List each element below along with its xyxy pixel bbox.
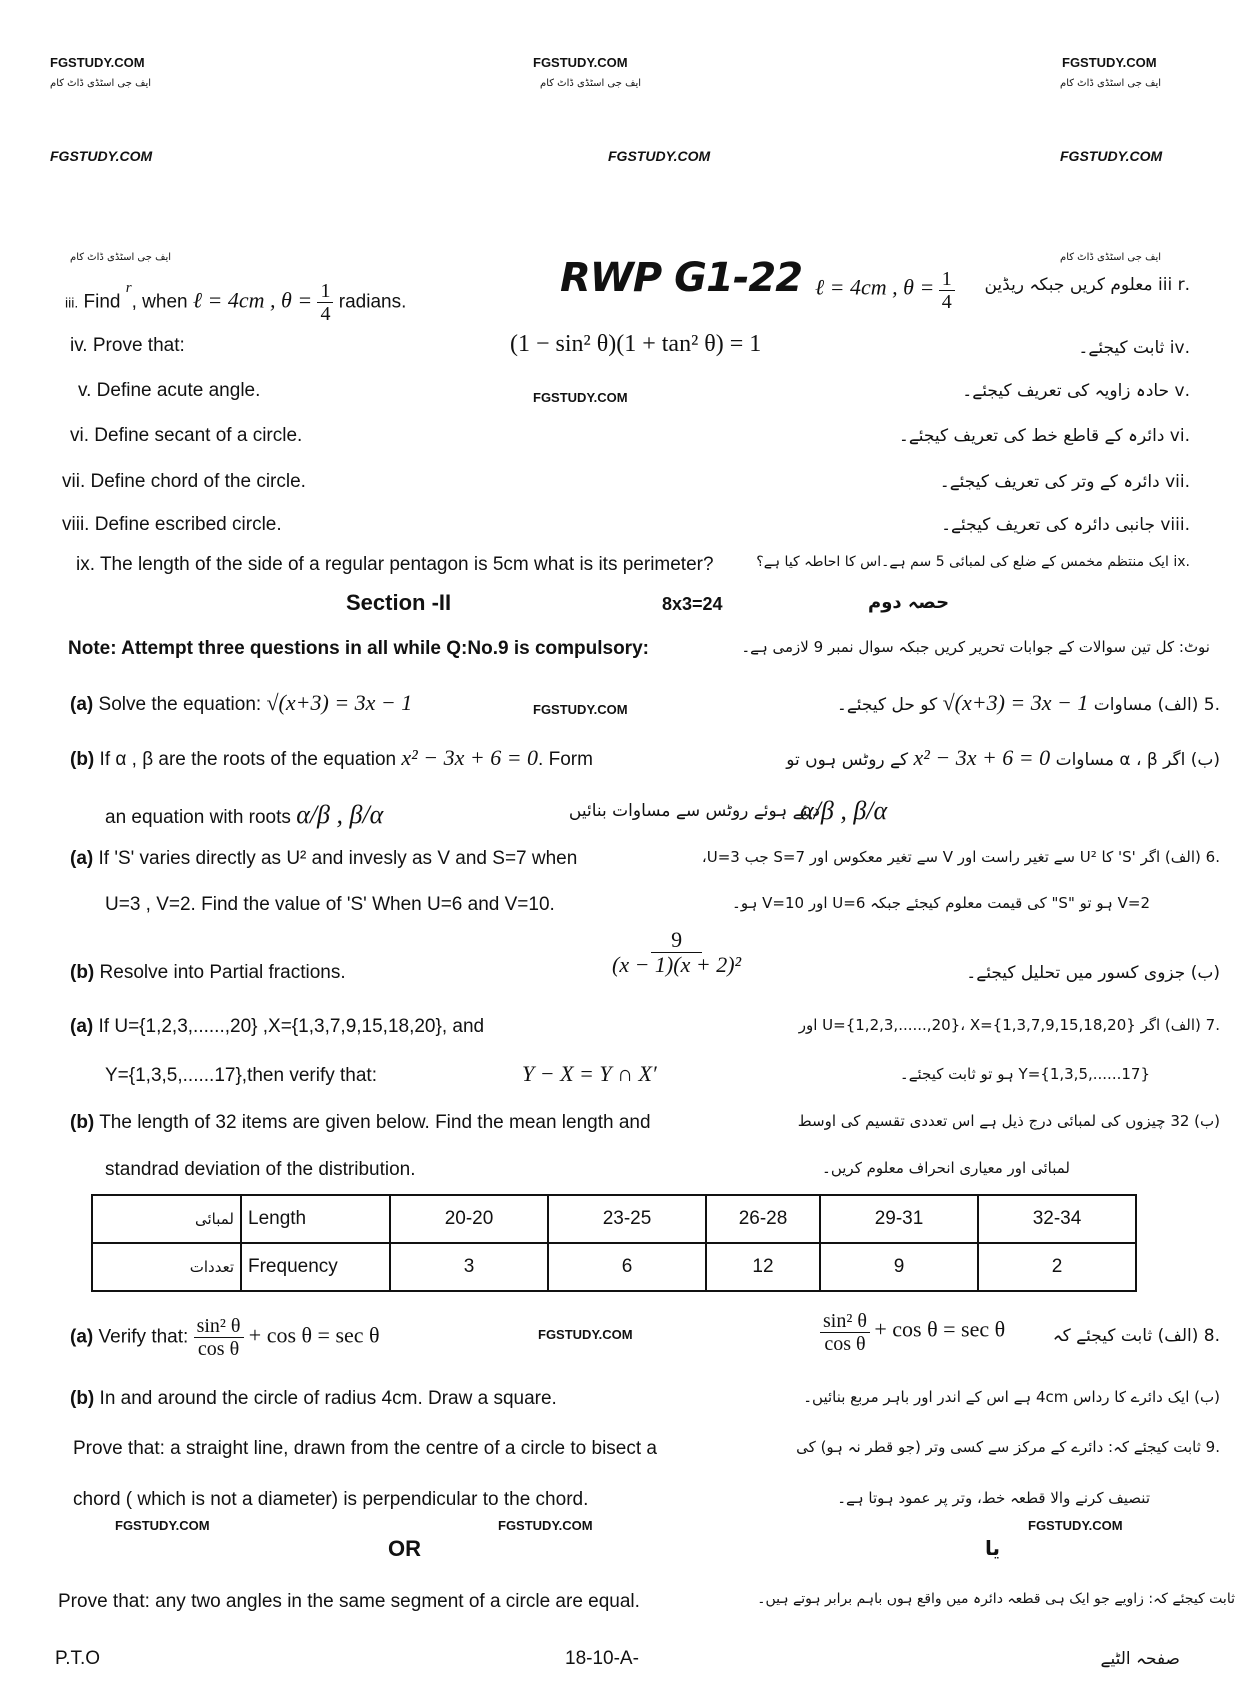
- question-8a-urdu: [1053, 1325, 1220, 1346]
- math-expression: (1 − sin² θ)(1 + tan² θ) = 1: [510, 331, 762, 357]
- question-text: . Form: [538, 749, 593, 770]
- question-text: Define acute angle.: [96, 380, 261, 401]
- question-6a-cont: U=3 , V=2. Find the value of 'S' When U=6 and V=10.: [105, 894, 555, 915]
- watermark-left: FGSTUDY.COM: [50, 55, 145, 70]
- handwritten-paper-code: RWP G1-22: [560, 255, 803, 301]
- question-text-urdu: (الف) ثابت کیجئے کہ: [1052, 1326, 1199, 1346]
- or-label-urdu: یا: [985, 1536, 1001, 1560]
- question-number: .7: [1205, 1016, 1220, 1034]
- watermark-urdu-right: ایف جی اسٹڈی ڈاٹ کام: [1060, 78, 1162, 89]
- fraction: [194, 1315, 244, 1360]
- question-number: .viii: [1160, 515, 1190, 535]
- question-text: Prove that:: [92, 335, 185, 356]
- math-expression: x² − 3x + 6 = 0: [913, 745, 1051, 770]
- question-9-alternative-urdu: ثابت کیجئے کہ: زاویے جو ایک ہی قطعہ دائرہ میں واقع ہوں باہم برابر ہوتے ہیں۔: [757, 1591, 1235, 1607]
- question-7b-urdu: (ب) 32 چیزوں کی لمبائی درج ذیل ہے اس تعددی تقسیم کی اوسط: [797, 1112, 1220, 1130]
- question-8a: [70, 1315, 380, 1360]
- question-5b-urdu-cont: دیئے ہوئے روٹس سے مساوات بنائیں: [568, 801, 820, 821]
- question-5a: [70, 690, 412, 716]
- denominator: 4: [320, 303, 331, 325]
- watermark: FGSTUDY.COM: [498, 1518, 593, 1533]
- page-turn-over-urdu: صفحہ الٹیے: [1100, 1649, 1180, 1669]
- math-expression: √(x+3) = 3x − 1: [942, 690, 1089, 715]
- question-label: (a): [70, 1016, 94, 1037]
- question-text: Define secant of a circle.: [94, 425, 303, 446]
- question-number: .8: [1203, 1326, 1220, 1346]
- question-7a: [70, 1016, 484, 1038]
- question-8b-urdu: (ب) ایک دائرے کا رداس 4cm ہے اس کے اندر اور باہر مربع بنائیں۔: [803, 1388, 1220, 1406]
- math-expression: + cos θ = sec θ: [874, 1316, 1006, 1342]
- question-7b-urdu-cont: لمبائی اور معیاری انحراف معلوم کریں۔: [822, 1159, 1070, 1177]
- question-7a-urdu-cont: Y={1,3,5,......17} ہو تو ثابت کیجئے۔: [899, 1065, 1150, 1083]
- question-text: If α , β are the roots of the equation: [99, 749, 397, 770]
- watermark: FGSTUDY.COM: [115, 1518, 210, 1533]
- question-vi: [70, 425, 302, 447]
- question-5a-urdu: [837, 690, 1220, 716]
- watermark-urdu: ایف جی اسٹڈی ڈاٹ کام: [70, 252, 172, 263]
- question-vii-urdu: [940, 471, 1190, 492]
- question-number: .iv: [1169, 338, 1190, 358]
- watermark-italic-left: FGSTUDY.COM: [50, 148, 153, 164]
- question-text: radians.: [338, 291, 407, 313]
- row-label-urdu: تعددات: [92, 1243, 241, 1291]
- table-cell: 3: [390, 1243, 548, 1291]
- question-7b: [70, 1112, 651, 1134]
- frequency-table: [91, 1194, 1137, 1292]
- table-cell: 23-25: [548, 1195, 706, 1243]
- question-5b-urdu: [786, 745, 1220, 771]
- table-cell: 20-20: [390, 1195, 548, 1243]
- question-9: Prove that: a straight line, drawn from the centre of a circle to bisect a: [73, 1438, 657, 1459]
- numerator: 1: [317, 280, 333, 303]
- question-7a-cont: Y={1,3,5,......17},then verify that:: [105, 1065, 377, 1086]
- question-7a-urdu: [799, 1016, 1220, 1034]
- table-cell: 29-31: [820, 1195, 978, 1243]
- table-cell: 12: [706, 1243, 820, 1291]
- question-iii-urdu: [984, 274, 1190, 295]
- partial-fraction: [612, 928, 741, 977]
- math-expression: ℓ = 4cm , θ =: [815, 274, 935, 300]
- question-6a-urdu: [702, 848, 1220, 866]
- question-text-urdu: کو حل کیجئے۔: [836, 695, 938, 715]
- or-label: OR: [388, 1536, 421, 1561]
- question-text: Resolve into Partial fractions.: [99, 962, 346, 983]
- denominator: cos θ: [824, 1333, 866, 1355]
- math-variable: r: [125, 280, 132, 296]
- table-row: [92, 1195, 1136, 1243]
- watermark-right: FGSTUDY.COM: [1062, 55, 1157, 70]
- question-label: (a): [70, 848, 94, 869]
- question-viii-urdu: [941, 514, 1190, 535]
- question-text-urdu: ثابت کیجئے کہ: دائرے کے مرکز سے کسی وتر (جو قطر نہ ہو) کی: [796, 1438, 1201, 1456]
- question-text: If U={1,2,3,......,20} ,X={1,3,7,9,15,18,20}, and: [98, 1016, 485, 1037]
- question-number: .iii: [1158, 275, 1190, 295]
- question-iv-urdu: [1078, 337, 1190, 358]
- question-text: If 'S' varies directly as U² and invesly as V and S=7 when: [98, 848, 578, 869]
- denominator: (x − 1)(x + 2)²: [612, 952, 742, 978]
- question-text: an equation with roots: [105, 807, 291, 828]
- question-text: Find: [83, 291, 121, 313]
- watermark-italic-right: FGSTUDY.COM: [1060, 148, 1163, 164]
- question-text-urdu: کے روٹس ہوں تو: [786, 750, 909, 770]
- watermark-urdu: ایف جی اسٹڈی ڈاٹ کام: [1060, 252, 1162, 263]
- question-number: v.: [78, 380, 92, 401]
- question-text-urdu: دائرہ کے وتر کی تعریف کیجئے۔: [939, 472, 1160, 492]
- section-marks: 8x3=24: [662, 594, 723, 614]
- question-6a: [70, 848, 577, 870]
- question-iv: [70, 335, 185, 357]
- question-number: iv.: [70, 335, 88, 356]
- watermark: FGSTUDY.COM: [538, 1327, 633, 1342]
- fraction: [820, 1310, 870, 1355]
- question-9-urdu: [796, 1438, 1220, 1456]
- watermark-center: FGSTUDY.COM: [533, 55, 628, 70]
- math-expression: x² − 3x + 6 = 0: [401, 745, 539, 770]
- math-expression: α/β , β/α: [296, 800, 384, 829]
- fraction: [939, 268, 955, 313]
- page-turn-over: P.T.O: [55, 1648, 101, 1669]
- math-expression: Y − X = Y ∩ X′: [522, 1061, 657, 1086]
- question-text-urdu: (الف) مساوات: [1093, 695, 1199, 715]
- row-label: Frequency: [241, 1243, 390, 1291]
- question-iii: [65, 280, 406, 325]
- question-6b: [70, 962, 346, 984]
- table-cell: 26-28: [706, 1195, 820, 1243]
- question-number: .6: [1205, 848, 1220, 866]
- watermark-urdu-center: ایف جی اسٹڈی ڈاٹ کام: [540, 78, 642, 89]
- question-vii: [62, 471, 306, 493]
- question-number: .9: [1205, 1438, 1220, 1456]
- question-text-urdu: دائرہ کے قاطع خط کی تعریف کیجئے۔: [898, 426, 1165, 446]
- math-expression: + cos θ = sec θ: [248, 1322, 380, 1348]
- question-text: In and around the circle of radius 4cm. Draw a square.: [99, 1388, 557, 1409]
- question-number: ix.: [76, 554, 95, 575]
- question-ix-urdu: [756, 554, 1190, 570]
- math-expression: √(x+3) = 3x − 1: [266, 690, 413, 715]
- question-text-urdu: حادہ زاویہ کی تعریف کیجئے۔: [962, 381, 1170, 401]
- question-text: The length of 32 items are given below. Find the mean length and: [99, 1112, 651, 1133]
- row-label-urdu: لمبائی: [92, 1195, 241, 1243]
- question-label: (b): [70, 749, 95, 770]
- question-text: , when: [131, 291, 188, 313]
- question-viii: [62, 514, 282, 536]
- question-9-urdu-cont: تنصیف کرنے والا قطعہ خط، وتر پر عمود ہوتا ہے۔: [837, 1489, 1150, 1507]
- denominator: cos θ: [197, 1338, 240, 1360]
- math-expression: ℓ = 4cm , θ =: [192, 287, 313, 313]
- denominator: 4: [941, 291, 952, 313]
- question-v-urdu: [962, 380, 1190, 401]
- table-cell: 6: [548, 1243, 706, 1291]
- numerator: sin² θ: [194, 1315, 244, 1338]
- question-label: (a): [70, 694, 94, 715]
- question-9-cont: chord ( which is not a diameter) is perpendicular to the chord.: [73, 1489, 589, 1510]
- question-text-urdu: (ب) اگر α ، β مساوات: [1055, 750, 1220, 770]
- question-label: (b): [70, 1112, 95, 1133]
- row-label: Length: [241, 1195, 390, 1243]
- watermark: FGSTUDY.COM: [533, 702, 628, 717]
- question-text-urdu: (الف) اگر U={1,2,3,......,20}، X={1,3,7,9,15,18,20} اور: [798, 1016, 1201, 1034]
- table-cell: 9: [820, 1243, 978, 1291]
- question-v: [78, 380, 260, 402]
- question-6a-urdu-cont: V=2 ہو تو "S" کی قیمت معلوم کیجئے جبکہ U=6 اور V=10 ہو۔: [732, 894, 1150, 912]
- question-number: viii.: [62, 514, 90, 535]
- note-urdu: نوٹ: کل تین سوالات کے جوابات تحریر کریں جبکہ سوال نمبر 9 لازمی ہے۔: [741, 638, 1210, 656]
- question-vi-urdu: [899, 425, 1190, 446]
- watermark: FGSTUDY.COM: [533, 390, 628, 405]
- watermark-urdu-left: ایف جی اسٹڈی ڈاٹ کام: [50, 78, 152, 89]
- section-title: Section -II: [346, 590, 452, 615]
- question-label: (b): [70, 962, 95, 983]
- table-row: [92, 1243, 1136, 1291]
- question-label: (b): [70, 1388, 95, 1409]
- numerator: 1: [939, 268, 955, 291]
- question-iii-urdu-math: [815, 268, 955, 313]
- table-cell: 2: [978, 1243, 1136, 1291]
- math-expression: α/β , β/α: [800, 796, 888, 825]
- fraction: [317, 280, 333, 325]
- question-7b-cont: standrad deviation of the distribution.: [105, 1159, 416, 1180]
- question-text: Verify that:: [98, 1326, 189, 1348]
- question-text: Solve the equation:: [98, 694, 262, 715]
- question-number: .ix: [1173, 554, 1190, 570]
- numerator: 9: [651, 928, 702, 953]
- table-cell: 32-34: [978, 1195, 1136, 1243]
- question-text-urdu: جانبی دائرہ کی تعریف کیجئے۔: [941, 515, 1155, 535]
- question-number: iii.: [65, 294, 79, 311]
- question-number: .5: [1203, 695, 1220, 715]
- question-text-urdu: r معلوم کریں جبکہ ریڈین: [984, 275, 1185, 295]
- question-text-urdu: (الف) اگر 'S' کا U² سے تغیر راست اور V سے تغیر معکوس اور S=7 جب U=3،: [701, 848, 1201, 866]
- question-number: .v: [1174, 381, 1190, 401]
- note: Note: Attempt three questions in all while Q:No.9 is compulsory:: [68, 638, 649, 659]
- question-6b-urdu: (ب) جزوی کسور میں تحلیل کیجئے۔: [966, 963, 1220, 983]
- watermark-italic-center: FGSTUDY.COM: [608, 148, 711, 164]
- question-number: .vi: [1169, 426, 1190, 446]
- watermark: FGSTUDY.COM: [1028, 1518, 1123, 1533]
- question-9-alternative: Prove that: any two angles in the same segment of a circle are equal.: [58, 1591, 640, 1612]
- question-ix: [76, 554, 714, 576]
- question-text-urdu: ثابت کیجئے۔: [1078, 338, 1165, 358]
- question-text: The length of the side of a regular pentagon is 5cm what is its perimeter?: [99, 554, 714, 575]
- question-label: (a): [70, 1326, 94, 1348]
- question-8a-math-urdu-side: [820, 1310, 1005, 1355]
- question-text-urdu: ایک منتظم مخمس کے ضلع کی لمبائی 5 سم ہے۔اس کا احاطہ کیا ہے؟: [756, 554, 1169, 570]
- question-text: Define chord of the circle.: [90, 471, 306, 492]
- numerator: sin² θ: [820, 1310, 870, 1333]
- question-number: vi.: [70, 425, 89, 446]
- question-5b: [70, 745, 593, 771]
- paper-code: 18-10-A-: [565, 1648, 639, 1669]
- question-number: .vii: [1165, 472, 1190, 492]
- question-5b-cont: [105, 800, 383, 830]
- question-text: Define escribed circle.: [94, 514, 282, 535]
- question-8b: [70, 1388, 557, 1410]
- section-title-urdu: حصہ دوم: [868, 592, 950, 613]
- question-number: vii.: [62, 471, 86, 492]
